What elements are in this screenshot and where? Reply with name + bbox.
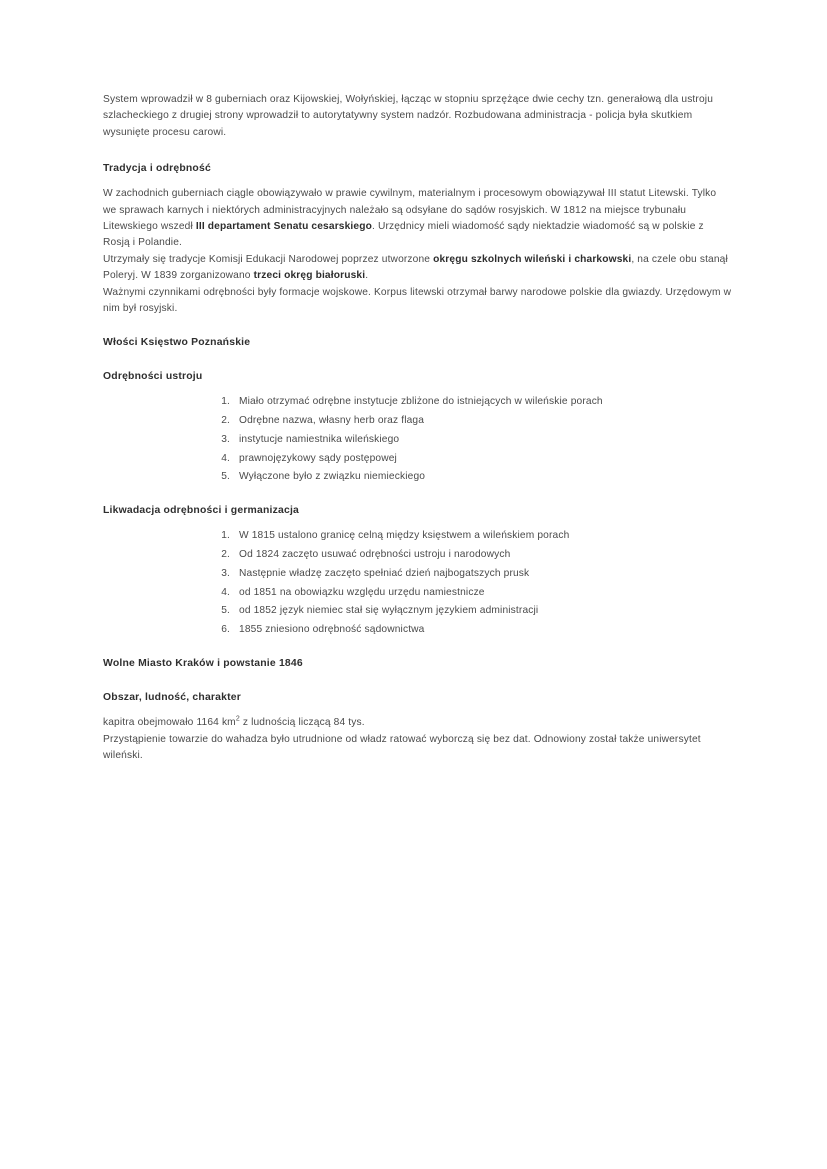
list-item: 4. od 1851 na obowiązku względu urzędu namiestnicze [233,585,732,601]
list-item: 1. W 1815 ustalono granicę celną między księstwem a wileńskiem porach [233,528,732,544]
emphasis: okręgu szkolnych wileński i charkowski [433,253,632,265]
list-item: 5. od 1852 język niemiec stał się wyłącznym językiem administracji [233,603,732,619]
list-item: 4. prawnojęzykowy sądy postępowej [233,451,732,467]
obszar-text-part1: kapitra obejmowało 1164 km [103,717,236,729]
emphasis: trzeci okręg białoruski [253,270,366,282]
paragraph-obszar-ludnosc [103,715,732,731]
list-item: 5. Wyłączone było z związku niemieckiego [233,469,732,485]
document-body [103,92,732,764]
paragraph-gubernie-zachodnie: W zachodnich guberniach ciągle obowiązywało w prawie cywilnym, materialnym i procesowym obowiązywał III statut Litewski. Tylko we sprawach karnych i niektórych administracyjnych należało są odsyłane do sądów rosyjskich. W 1812 na miejsce trybunału Litewskiego wszedł III departament Senatu cesarskiego. Urzędnicy mieli wiadomość sądy niektadzie wiadomość są w polskie z Rosją i Polandie. [103,188,717,249]
heading-tradycja-i-odrebnosc: Tradycja i odrębność [103,163,211,175]
list-likwidacja-odrebnosci [103,528,732,638]
heading-wielkie-ksiestwo-poznanskie: Włości Księstwo Poznańskie [103,337,251,349]
superscript-kwadrat: 2 [235,715,240,723]
paragraph-okregi-szkolne: Utrzymały się tradycje Komisji Edukacji Narodowej poprzez utworzone okręgu szkolnych wileński i charkowski, na czele obu stanął Poleryj. W 1839 zorganizowano trzeci okręg białoruski. [103,253,728,282]
paragraph-formacje-wojskowe: Ważnymi czynnikami odrębności były formacje wojskowe. Korpus litewski otrzymał barwy narodowe polskie dla gwiazdy. Urzędowym w nim był rosyjski. [103,286,732,315]
list-item: 1. Miało otrzymać odrębne instytucje zbliżone do istniejących w wileńskie porach [233,394,732,410]
paragraph-intro: System wprowadził w 8 guberniach oraz Kijowskiej, Wołyńskiej, łącząc w stopniu sprzężące dwie cechy tzn. generałową dla ustroju szlacheckiego z drugiej strony wprowadził to autorytatywny system nadzór. Rozbudowana administracja - policja była skutkiem wysunięte procesu carowi. [103,94,714,138]
heading-odrebnosci-ustroju: Odrębności ustroju [103,371,203,383]
list-item: 3. Następnie władzę zaczęto spełniać dzień najbogatszych prusk [233,566,732,582]
heading-wolne-miasto-krakow: Wolne Miasto Kraków i powstanie 1846 [103,658,303,670]
obszar-text-part2: z ludnością liczącą 84 tys. [239,717,365,729]
list-item: 2. Od 1824 zaczęto usuwać odrębności ustroju i narodowych [233,547,732,563]
list-item: 6. 1855 zniesiono odrębność sądownictwa [233,622,732,638]
list-item: 2. Odrębne nazwa, własny herb oraz flaga [233,413,732,429]
paragraph-przystapienie: Przystąpienie towarzie do wahadza było utrudnione od władz ratować wyborczą się bez dat. Odnowiony został także uniwersytet wileński. [103,733,701,762]
heading-likwidacja-odrebnosci: Likwadacja odrębności i germanizacja [103,505,300,517]
list-odrebnosci-ustroju [103,394,732,485]
heading-obszar-ludnosc-charakter: Obszar, ludność, charakter [103,692,242,704]
emphasis: III departament Senatu cesarskiego [195,221,372,233]
list-item: 3. instytucje namiestnika wileńskiego [233,432,732,448]
